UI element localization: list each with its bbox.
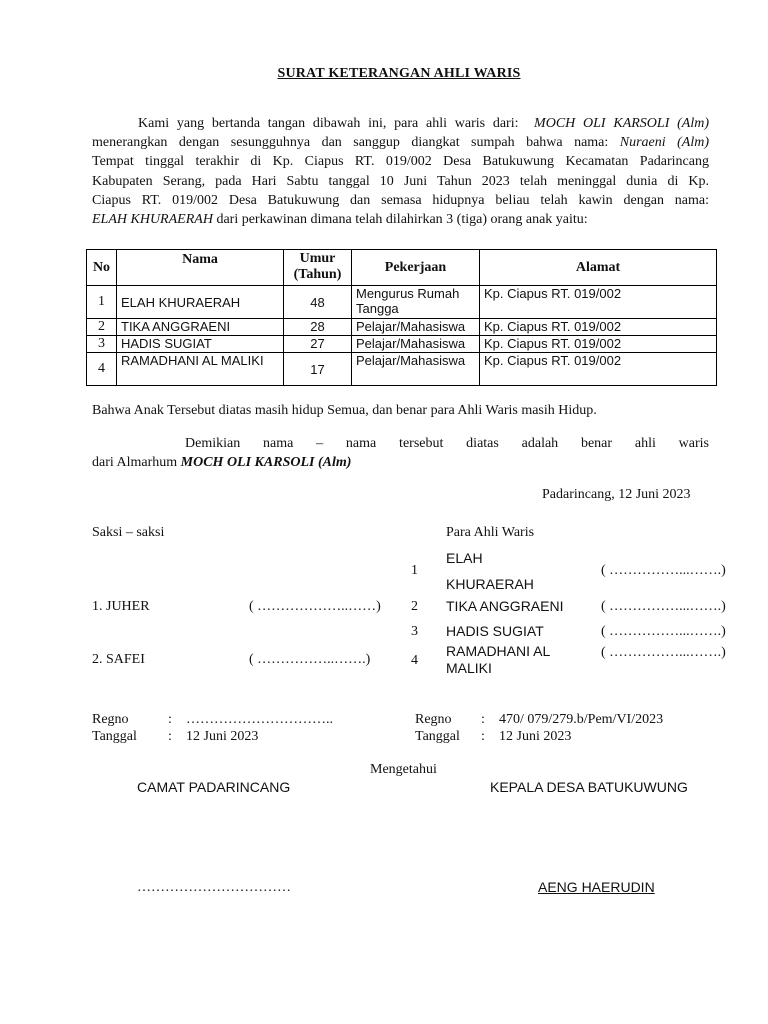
cell-nama: HADIS SUGIAT (117, 336, 284, 353)
header-alamat: Alamat (480, 250, 717, 286)
camat-signature: …………………………… (137, 880, 291, 895)
intro-text: Kami yang bertanda tangan dibawah ini, para ahli waris dari: (138, 116, 519, 131)
left-regno-label: Regno (92, 712, 129, 727)
header-no: No (87, 250, 117, 286)
heir-sign-name (446, 643, 550, 677)
header-umur-l1: Umur (299, 251, 336, 266)
table-header-row (87, 250, 717, 286)
cell-umur: 28 (284, 319, 352, 336)
heir-signature: ( ……………...…….) (601, 645, 726, 660)
heir-sign-name-l2: MALIKI (446, 660, 492, 676)
intro-line-4: Kabupaten Serang, pada Hari Sabtu tanggal 10 Juni Tahun 2023 telah meninggal dunia di Kp. (92, 173, 709, 189)
cell-alamat: Kp. Ciapus RT. 019/002 (480, 353, 717, 386)
intro-line-3: Tempat tinggal terakhir di Kp. Ciapus RT. 019/002 Desa Batukuwung Kecamatan Padarincang (92, 154, 709, 170)
closing-line-2 (92, 455, 709, 474)
heir-signature: ( ……………...…….) (601, 599, 726, 614)
cell-umur: 17 (284, 353, 352, 386)
witness-2-signature: ( ……………..…….) (249, 652, 371, 667)
cell-umur: 27 (284, 336, 352, 353)
table-row (87, 353, 717, 386)
intro-line-5: Ciapus RT. 019/002 Desa Batukuwung dan semasa hidupnya beliau telah kawin dengan nama: (92, 192, 709, 208)
header-umur-l2: (Tahun) (293, 267, 342, 282)
header-pekerjaan: Pekerjaan (352, 250, 480, 286)
header-nama: Nama (117, 250, 284, 286)
heir-signature: ( ……………...…….) (601, 563, 726, 578)
cell-no: 3 (87, 336, 117, 353)
right-regno-value: 470/ 079/279.b/Pem/VI/2023 (499, 712, 664, 727)
heirs-sign-heading: Para Ahli Waris (446, 525, 535, 540)
cell-no: 1 (87, 286, 117, 319)
right-date-value: 12 Juni 2023 (499, 729, 572, 744)
cell-alamat: Kp. Ciapus RT. 019/002 (480, 286, 717, 319)
cell-umur: 48 (284, 286, 352, 319)
intro-paragraph (92, 114, 709, 229)
cell-pekerjaan: Mengurus Rumah Tangga (352, 286, 480, 319)
heir-sign-no: 1 (411, 563, 418, 578)
intro-line-6 (92, 210, 709, 229)
intro-text: dari perkawinan dimana telah dilahirkan 3 (tiga) orang anak yaitu: (216, 211, 588, 227)
cell-nama: ELAH KHURAERAH (117, 286, 284, 319)
witnesses-heading: Saksi – saksi (92, 525, 165, 540)
table-row (87, 319, 717, 336)
right-regno-label: Regno (415, 712, 452, 727)
cell-pekerjaan: Pelajar/Mahasiswa (352, 336, 480, 353)
cell-nama: TIKA ANGGRAENI (117, 319, 284, 336)
heir-sign-name-l1: RAMADHANI AL (446, 643, 551, 659)
header-umur (284, 250, 352, 286)
left-date-value: 12 Juni 2023 (186, 729, 259, 744)
table-row (87, 286, 717, 319)
left-date-colon: : (168, 729, 172, 744)
table-row (87, 336, 717, 353)
acknowledge-text: Mengetahui (370, 762, 437, 777)
intro-line-2 (92, 133, 709, 152)
kepala-desa-title: KEPALA DESA BATUKUWUNG (490, 779, 688, 795)
kepala-desa-name: AENG HAERUDIN (538, 879, 655, 895)
right-date-label: Tanggal (415, 729, 460, 744)
cell-alamat: Kp. Ciapus RT. 019/002 (480, 319, 717, 336)
heirs-table (86, 249, 717, 386)
statement-text: Bahwa Anak Tersebut diatas masih hidup Semua, dan benar para Ahli Waris masih Hidup. (92, 403, 597, 418)
document-title: SURAT KETERANGAN AHLI WARIS (277, 66, 521, 81)
cell-pekerjaan: Pelajar/Mahasiswa (352, 353, 480, 386)
cell-alamat: Kp. Ciapus RT. 019/002 (480, 336, 717, 353)
closing-line-1: Demikian nama – nama tersebut diatas adalah benar ahli waris (185, 436, 709, 451)
camat-title: CAMAT PADARINCANG (137, 779, 291, 795)
deceased-name: MOCH OLI KARSOLI (Alm) (534, 116, 710, 131)
intro-text: menerangkan dengan sesungguhnya dan sanggup diangkat sumpah bahwa nama: (92, 135, 609, 151)
place-date: Padarincang, 12 Juni 2023 (542, 487, 691, 502)
left-regno-value: ………………………….. (186, 712, 333, 727)
heir-sign-name: HADIS SUGIAT (446, 623, 544, 639)
left-regno-colon: : (168, 712, 172, 727)
spouse-name: ELAH KHURAERAH (92, 211, 213, 227)
heir-sign-name (446, 545, 534, 597)
heir-signature: ( ……………...…….) (601, 624, 726, 639)
cell-no: 2 (87, 319, 117, 336)
cell-no: 4 (87, 353, 117, 386)
deceased-name-closing: MOCH OLI KARSOLI (Alm) (180, 455, 352, 470)
witness-1-signature: ( ………………..……) (249, 599, 381, 614)
right-regno-colon: : (481, 712, 485, 727)
closing-paragraph (92, 436, 709, 474)
intro-line-1 (92, 114, 709, 133)
closing-text: dari Almarhum (92, 455, 178, 470)
heir-sign-name-l1: ELAH (446, 550, 483, 566)
witness-2-name: 2. SAFEI (92, 652, 145, 667)
heir-sign-no: 2 (411, 599, 418, 614)
left-date-label: Tanggal (92, 729, 137, 744)
cell-nama: RAMADHANI AL MALIKI (117, 353, 284, 386)
heir-sign-name-l2: KHURAERAH (446, 576, 534, 592)
deceased-wife-name: Nuraeni (Alm) (619, 135, 709, 151)
cell-pekerjaan: Pelajar/Mahasiswa (352, 319, 480, 336)
witness-1-name: 1. JUHER (92, 599, 150, 614)
heir-sign-name: TIKA ANGGRAENI (446, 598, 564, 614)
right-date-colon: : (481, 729, 485, 744)
heir-sign-no: 3 (411, 624, 418, 639)
heir-sign-no: 4 (411, 653, 418, 668)
